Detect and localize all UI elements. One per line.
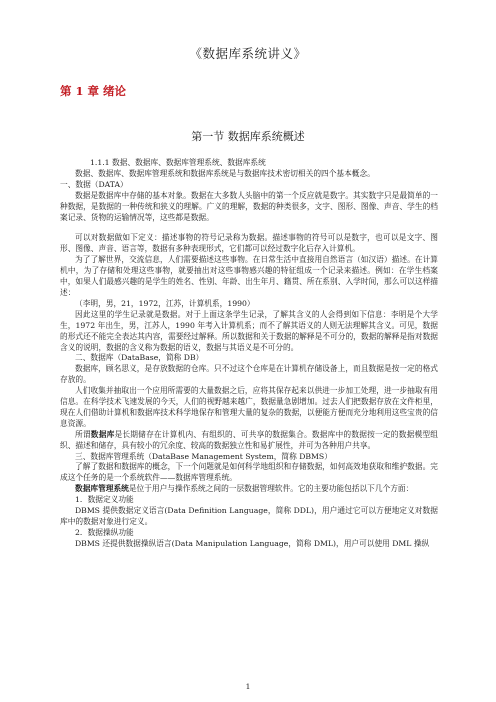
paragraph: 可以对数据做如下定义：描述事物的符号记录称为数据。描述事物的符号可以是数字，也可以是文字、图形、图像、声音、语言等，数据有多种表现形式，它们都可以经过数字化后存入计算机。 xyxy=(60,233,438,254)
section-heading: 第一节 数据库系统概述 xyxy=(191,130,305,143)
bold-term: 数据库管理系统 xyxy=(75,484,129,494)
paragraph: 数据是数据库中存储的基本对象。数据在大多数人头脑中的第一个反应就是数字。其实数字只是最简单的一种数据，是数据的一种传统和狭义的理解。广义的理解，数据的种类很多，文字、图形、图像、声音、学生的档案记录、货物的运输情况等，这些都是数据。 xyxy=(60,190,438,222)
paragraph xyxy=(60,484,438,495)
paragraph: DBMS 还提供数据操纵语言(Data Manipulation Language，简称 DML)，用户可以使用 DML 操纵 xyxy=(75,538,430,548)
paragraph xyxy=(60,430,438,452)
chapter-heading: 第 1 章 绪论 xyxy=(60,84,127,98)
list-item-heading: 2．数据操纵功能 xyxy=(75,527,134,537)
page-number: 1 xyxy=(245,682,251,691)
paragraph: 因此这里的学生记录就是数据。对于上面这条学生记录，了解其含义的人会得到如下信息：李明是个大学生，1972 年出生，男，江苏人，1990 年考入计算机系；而不了解其语义的人则无法理解其含义。可见，数据的形式还不能完全表达其内容，需要经过解释。所以数据和关于数据的解释是不可分的，数据的解释是指对数据含义的说明，数据的含义称为数据的语义，数据与其语义是不可分的。 xyxy=(60,309,438,352)
bold-term: 数据库 xyxy=(90,429,115,439)
paragraph: 数据、数据库、数据库管理系统和数据库系统是与数据库技术密切相关的四个基本概念。 xyxy=(75,168,375,178)
item-heading: 一、数据（DATA） xyxy=(60,179,128,189)
item-heading: 三、数据库管理系统（DataBase Management System，简称 DBMS） xyxy=(75,451,332,461)
subsection-heading: 1.1.1 数据、数据库、数据库管理系统、数据库系统 xyxy=(90,158,266,167)
paragraph: DBMS 提供数据定义语言(Data Definition Language，简称 DDL)，用户通过它可以方便地定义对数据库中的数据对象进行定义。 xyxy=(60,506,438,526)
paragraph: 数据库，顾名思义，是存放数据的仓库。只不过这个仓库是在计算机存储设备上，而且数据是按一定的格式存放的。 xyxy=(60,364,438,385)
item-heading: 二、数据库（DataBase，简称 DB） xyxy=(75,353,204,363)
paragraph: 人们收集并抽取出一个应用所需要的大量数据之后，应将其保存起来以供进一步加工处理，进一步抽取有用信息。在科学技术飞速发展的今天，人们的视野越来越广，数据量急剧增加。过去人们把数据存放在文件柜里，现在人们借助计算机和数据库技术科学地保存和管理大量的复杂的数据，以便能方便而充分地利用这些宝贵的信息资源。 xyxy=(60,386,438,428)
list-item-heading: 1．数据定义功能 xyxy=(75,495,134,505)
text-run: 所谓 xyxy=(75,429,91,439)
paragraph: 为了了解世界，交流信息，人们需要描述这些事物。在日常生活中直接用自然语言（如汉语）描述。在计算机中，为了存储和处理这些事物，就要抽出对这些事物感兴趣的特征组成一个记录来描述。例如：在学生档案中，如果人们最感兴趣的是学生的姓名、性别、年龄、出生年月、籍贯、所在系别、入学时间，那么可以这样描述： xyxy=(60,255,438,297)
paragraph: 了解了数据和数据库的概念，下一个问题就是如何科学地组织和存储数据，如何高效地获取和维护数据。完成这个任务的是一个系统软件——数据库管理系统。 xyxy=(60,462,438,483)
text-run: 是位于用户与操作系统之间的一层数据管理软件。它的主要功能包括以下几个方面： xyxy=(128,484,414,494)
text-run: 是长期储存在计算机内、有组织的、可共享的数据集合。数据库中的数据按一定的数据模型组织、描述和储存，具有较小的冗余度、较高的数据独立性和易扩展性，并可为各种用户共享。 xyxy=(60,429,438,450)
document-body xyxy=(60,158,438,550)
paragraph-gap xyxy=(60,223,438,233)
document-title: 《数据库系统讲义》 xyxy=(189,46,307,61)
example-record: （李明，男，21，1972，江苏，计算机系，1990） xyxy=(75,298,255,308)
